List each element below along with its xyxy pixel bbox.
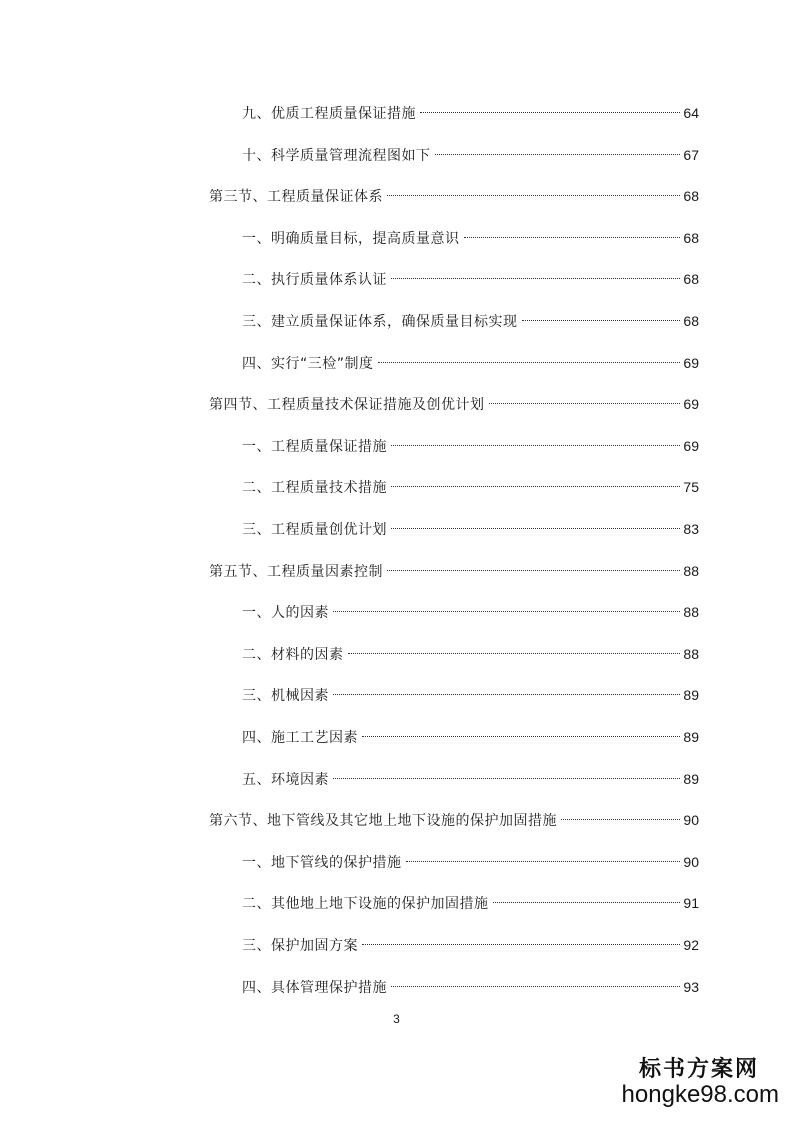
toc-dot-leader: [435, 154, 681, 155]
toc-dot-leader: [489, 403, 681, 404]
toc-subsection-entry[interactable]: [242, 101, 699, 125]
toc-section-entry[interactable]: [209, 559, 699, 583]
toc-entry-page: 68: [683, 229, 699, 246]
toc-entry-page: 69: [683, 437, 699, 454]
toc-entry-page: 64: [683, 105, 699, 121]
toc-subsection-entry[interactable]: [242, 725, 699, 749]
toc-subsection-entry[interactable]: [242, 309, 699, 333]
toc-section-entry[interactable]: [209, 184, 699, 208]
toc-dot-leader: [561, 819, 680, 820]
toc-entry-page: 88: [683, 645, 699, 662]
toc-dot-leader: [387, 570, 680, 571]
toc-entry-page: 88: [683, 604, 699, 621]
toc-entry-title: 一、人的因素: [242, 605, 329, 622]
toc-subsection-entry[interactable]: [242, 975, 699, 999]
toc-subsection-entry[interactable]: [242, 600, 699, 624]
toc-entry-title: 十、科学质量管理流程图如下: [242, 147, 431, 164]
toc-entry-title: 二、材料的因素: [242, 646, 344, 663]
toc-dot-leader: [333, 694, 680, 695]
toc-entry-page: 90: [683, 812, 699, 829]
toc-entry-page: 68: [683, 188, 699, 205]
toc-entry-title: 一、明确质量目标，提高质量意识: [242, 230, 460, 247]
toc-dot-leader: [464, 237, 681, 238]
toc-entry-title: 四、施工工艺因素: [242, 730, 358, 746]
toc-dot-leader: [333, 778, 680, 779]
toc-entry-title: 第六节、地下管线及其它地上地下设施的保护加固措施: [209, 813, 557, 830]
toc-dot-leader: [391, 986, 680, 987]
toc-subsection-entry[interactable]: [242, 642, 699, 666]
toc-entry-title: 四、具体管理保护措施: [242, 979, 387, 996]
toc-entry-page: 83: [683, 521, 699, 537]
toc-entry-page: 89: [683, 770, 699, 787]
toc-entry-page: 75: [683, 479, 699, 496]
toc-entry-title: 第五节、工程质量因素控制: [209, 563, 383, 580]
toc-dot-leader: [348, 653, 681, 654]
watermark-logo: [589, 1056, 779, 1108]
toc-subsection-entry[interactable]: [242, 226, 699, 250]
toc-entry-title: 三、机械因素: [242, 688, 329, 705]
toc-section-entry[interactable]: [209, 808, 699, 832]
toc-subsection-entry[interactable]: [242, 434, 699, 458]
toc-dot-leader: [387, 195, 680, 196]
toc-entry-title: 五、环境因素: [242, 771, 329, 788]
toc-dot-leader: [391, 528, 680, 529]
toc-subsection-entry[interactable]: [242, 351, 699, 375]
toc-entry-page: 67: [683, 146, 699, 163]
toc-entry-page: 89: [683, 687, 699, 704]
toc-entry-title: 一、地下管线的保护措施: [242, 854, 402, 871]
toc-entry-page: 91: [683, 895, 699, 912]
toc-entry-title: 九、优质工程质量保证措施: [242, 106, 416, 122]
toc-entry-title: 二、执行质量体系认证: [242, 272, 387, 289]
toc-entry-page: 69: [683, 396, 699, 413]
toc-subsection-entry[interactable]: [242, 767, 699, 791]
toc-entry-title: 第四节、工程质量技术保证措施及创优计划: [209, 397, 485, 414]
toc-subsection-entry[interactable]: [242, 517, 699, 541]
toc-dot-leader: [391, 278, 680, 279]
toc-subsection-entry[interactable]: [242, 267, 699, 291]
toc-dot-leader: [333, 611, 680, 612]
toc-entry-title: 第三节、工程质量保证体系: [209, 189, 383, 206]
toc-subsection-entry[interactable]: [242, 475, 699, 499]
toc-dot-leader: [391, 445, 680, 446]
toc-entry-page: 90: [683, 853, 699, 870]
toc-entry-page: 92: [683, 937, 699, 953]
toc-subsection-entry[interactable]: [242, 891, 699, 915]
toc-subsection-entry[interactable]: [242, 683, 699, 707]
toc-entry-title: 三、保护加固方案: [242, 938, 358, 954]
toc-entry-title: 二、其他地上地下设施的保护加固措施: [242, 896, 489, 913]
watermark-name: 标书方案网: [638, 1056, 759, 1082]
toc-dot-leader: [362, 944, 680, 945]
page-number: 3: [393, 1012, 400, 1026]
toc-subsection-entry[interactable]: [242, 933, 699, 957]
toc-entry-title: 一、工程质量保证措施: [242, 438, 387, 455]
toc-dot-leader: [420, 112, 680, 113]
toc-entry-page: 93: [683, 978, 699, 995]
toc-entry-page: 68: [683, 313, 699, 329]
toc-dot-leader: [493, 902, 681, 903]
toc-dot-leader: [391, 486, 680, 487]
toc-entry-page: 68: [683, 271, 699, 288]
watermark-domain: hongke98.com: [621, 1081, 779, 1108]
toc-entry-page: 69: [683, 354, 699, 371]
toc-entry-title: 二、工程质量技术措施: [242, 480, 387, 497]
toc-entry-page: 89: [683, 729, 699, 745]
toc-subsection-entry[interactable]: [242, 850, 699, 874]
toc-entry-title: 三、工程质量创优计划: [242, 522, 387, 538]
toc-dot-leader: [378, 362, 681, 363]
toc-subsection-entry[interactable]: [242, 143, 699, 167]
toc-dot-leader: [362, 736, 680, 737]
toc-entry-page: 88: [683, 562, 699, 579]
toc-entry-title: 三、建立质量保证体系，确保质量目标实现: [242, 314, 518, 330]
toc-dot-leader: [406, 861, 681, 862]
toc-dot-leader: [522, 320, 681, 321]
toc-section-entry[interactable]: [209, 392, 699, 416]
toc-entry-title: 四、实行“三检”制度: [242, 355, 374, 372]
